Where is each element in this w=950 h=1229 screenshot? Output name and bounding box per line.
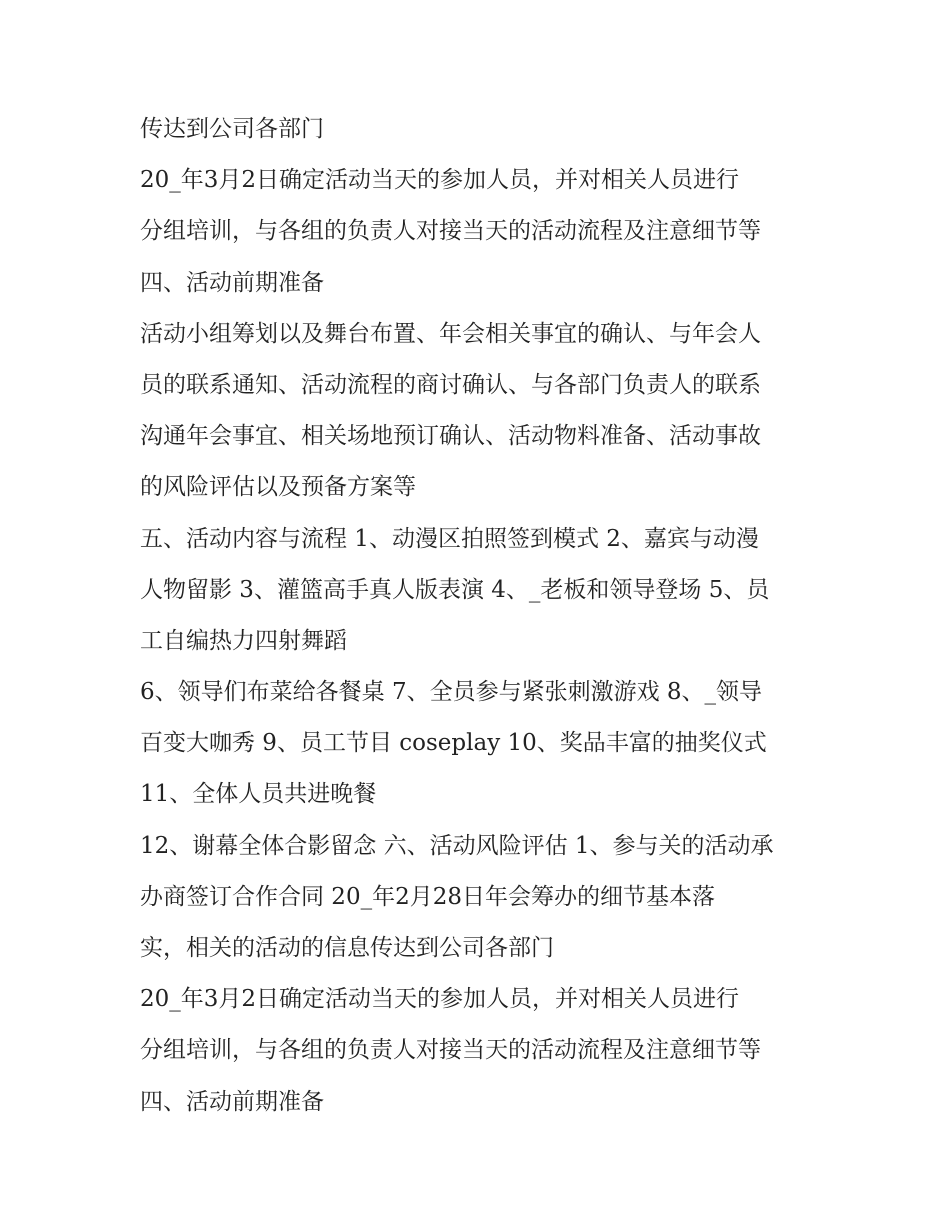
section-heading: 四、活动前期准备 xyxy=(140,269,324,296)
text-line: 办商签订合作合同 20_年2月28日年会筹办的细节基本落 xyxy=(140,883,715,910)
section-heading: 四、活动前期准备 xyxy=(140,1088,324,1115)
text-line: 20_年3月2日确定活动当天的参加人员，并对相关人员进行 xyxy=(140,986,740,1013)
text-line: 11、全体人员共进晚餐 xyxy=(140,781,377,808)
text-line: 实，相关的活动的信息传达到公司各部门 xyxy=(140,935,554,961)
document-body xyxy=(140,104,820,1128)
text-line: 分组培训，与各组的负责人对接当天的活动流程及注意细节等 xyxy=(140,1037,761,1064)
text-line: 传达到公司各部门 xyxy=(140,116,324,142)
text-line: 20_年3月2日确定活动当天的参加人员，并对相关人员进行 xyxy=(140,167,740,194)
text-line: 百变大咖秀 9、员工节目 coseplay 10、奖品丰富的抽奖仪式 xyxy=(140,730,767,757)
text-line: 12、谢幕全体合影留念 六、活动风险评估 1、参与关的活动承 xyxy=(140,832,774,859)
text-line: 工自编热力四射舞蹈 xyxy=(140,627,347,654)
text-line: 6、领导们布菜给各餐桌 7、全员参与紧张刺激游戏 8、_领导 xyxy=(140,679,763,706)
text-line: 沟通年会事宜、相关场地预订确认、活动物料准备、活动事故 xyxy=(140,423,761,450)
text-line: 五、活动内容与流程 1、动漫区拍照签到模式 2、嘉宾与动漫 xyxy=(140,525,759,552)
text-line: 分组培训，与各组的负责人对接当天的活动流程及注意细节等 xyxy=(140,218,761,245)
text-line: 员的联系通知、活动流程的商讨确认、与各部门负责人的联系 xyxy=(140,371,761,398)
text-line: 活动小组筹划以及舞台布置、年会相关事宜的确认、与年会人 xyxy=(140,320,761,347)
text-line: 人物留影 3、灌篮高手真人版表演 4、_老板和领导登场 5、员 xyxy=(140,576,770,603)
text-line: 的风险评估以及预备方案等 xyxy=(140,474,416,501)
